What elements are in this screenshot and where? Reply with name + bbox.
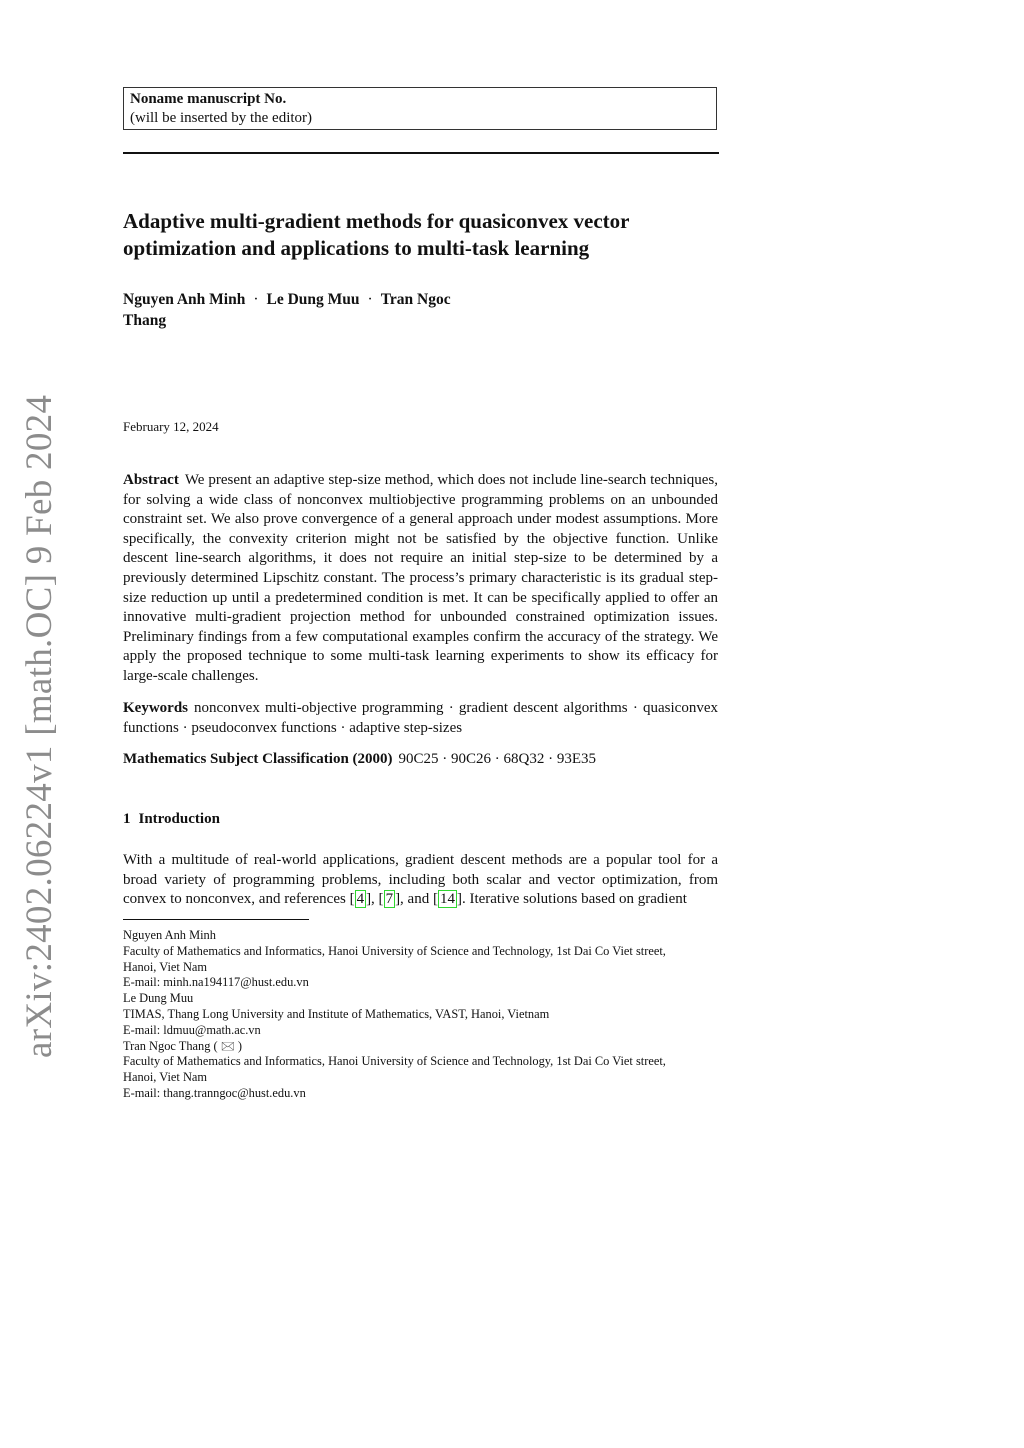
section-title: Introduction — [138, 811, 220, 827]
paper-date: February 12, 2024 — [123, 419, 219, 434]
msc-codes: 90C25 · 90C26 · 68Q32 · 93E35 — [398, 751, 597, 767]
footnote-affiliation: TIMAS, Thang Long University and Institute of Mathematics, VAST, Hanoi, Vietnam — [123, 1006, 550, 1021]
abstract-label: Abstract — [123, 472, 179, 488]
keywords-text: nonconvex multi-objective programming · gradient descent algorithms · quasiconvex functions · pseudoconvex functions · adaptive step-sizes — [123, 700, 718, 736]
author-footnotes — [123, 928, 723, 1102]
paper-title-line1: Adaptive multi-gradient methods for quasiconvex vector — [123, 209, 630, 233]
author-separator: · — [367, 291, 373, 308]
footnote-author-name: Nguyen Anh Minh — [123, 928, 216, 942]
paper-title — [123, 208, 723, 262]
manuscript-editor-note: (will be inserted by the editor) — [130, 110, 313, 126]
keywords-label: Keywords — [123, 700, 188, 716]
author-name: Nguyen Anh Minh — [123, 291, 246, 308]
citation-link[interactable]: 7 — [385, 891, 394, 908]
msc-label: Mathematics Subject Classification (2000) — [123, 751, 393, 767]
footnote-rule — [123, 919, 309, 920]
footnote-email[interactable]: E-mail: ldmuu@math.ac.vn — [123, 1022, 261, 1037]
footnote-email[interactable]: E-mail: minh.na194117@hust.edu.vn — [123, 975, 309, 990]
footnote-author-name: Le Dung Muu — [123, 991, 194, 1006]
author-list — [123, 289, 543, 331]
intro-text: ]. Iterative solutions based on gradient — [456, 891, 687, 908]
citation-link[interactable]: 14 — [439, 891, 455, 908]
intro-text: With a multitude of real-world applications, gradient descent methods are a popular tool for a broad variety of programming problems, including both scalar and vector optimization, from convex to nonconvex, and references [ — [123, 852, 718, 908]
section-number: 1 — [123, 811, 131, 827]
paper-title-line2: optimization and applications to multi-task learning — [123, 236, 590, 260]
footnote-affiliation: Faculty of Mathematics and Informatics, Hanoi University of Science and Technology, 1st Dai Co Viet street, — [123, 1054, 666, 1069]
subject-classification — [123, 750, 718, 770]
abstract — [123, 471, 718, 687]
section-heading — [123, 811, 220, 828]
footnote-affiliation: Hanoi, Viet Nam — [123, 1070, 208, 1085]
author-name: Le Dung Muu — [266, 291, 360, 308]
author-name-continued: Thang — [123, 312, 167, 329]
introduction-paragraph — [123, 851, 718, 910]
keywords — [123, 699, 718, 738]
arxiv-identifier-stamp: arXiv:2402.06224v1 [math.OC] 9 Feb 2024 — [19, 394, 60, 1058]
intro-text: ], and [ — [395, 891, 438, 908]
footnote-name-close: ) — [237, 1038, 243, 1053]
citation-link[interactable]: 4 — [356, 891, 365, 908]
abstract-text: We present an adaptive step-size method, which does not include line-search techniques, for solving a wide class of nonconvex multiobjective programming problems on an unbounded constraint set. We also prove convergence of a general approach under modest assumptions. More specifically, the convexity criterion might not be satisfied by the objective function. Unlike descent line-search algorithms, it does not require an initial step-size to be determined by a previously determined Lipschitz constant. The process’s primary characteristic is its gradual step-size reduction up until a predetermined condition is met. It can be specifically applied to offer an innovative multi-gradient projection method for unbounded constrained optimization issues. Preliminary findings from a few computational examples confirm the accuracy of the strategy. We apply the proposed technique to some multi-task learning experiments to show its efficacy for large-scale challenges. — [123, 472, 718, 684]
footnote-affiliation: Hanoi, Viet Nam — [123, 959, 208, 974]
header-rule — [123, 152, 719, 154]
intro-text: ], [ — [366, 891, 384, 908]
manuscript-box — [123, 87, 717, 130]
footnote-corresponding-author — [123, 1039, 723, 1055]
manuscript-number-label: Noname manuscript No. — [130, 91, 287, 107]
author-separator: · — [253, 291, 259, 308]
footnote-author-name: Tran Ngoc Thang ( — [123, 1038, 218, 1053]
footnote-email[interactable]: E-mail: thang.tranngoc@hust.edu.vn — [123, 1085, 306, 1100]
footnote-affiliation: Faculty of Mathematics and Informatics, Hanoi University of Science and Technology, 1st Dai Co Viet street, — [123, 943, 666, 958]
author-name: Tran Ngoc — [380, 291, 451, 308]
envelope-icon: 🖂 — [220, 1038, 235, 1053]
